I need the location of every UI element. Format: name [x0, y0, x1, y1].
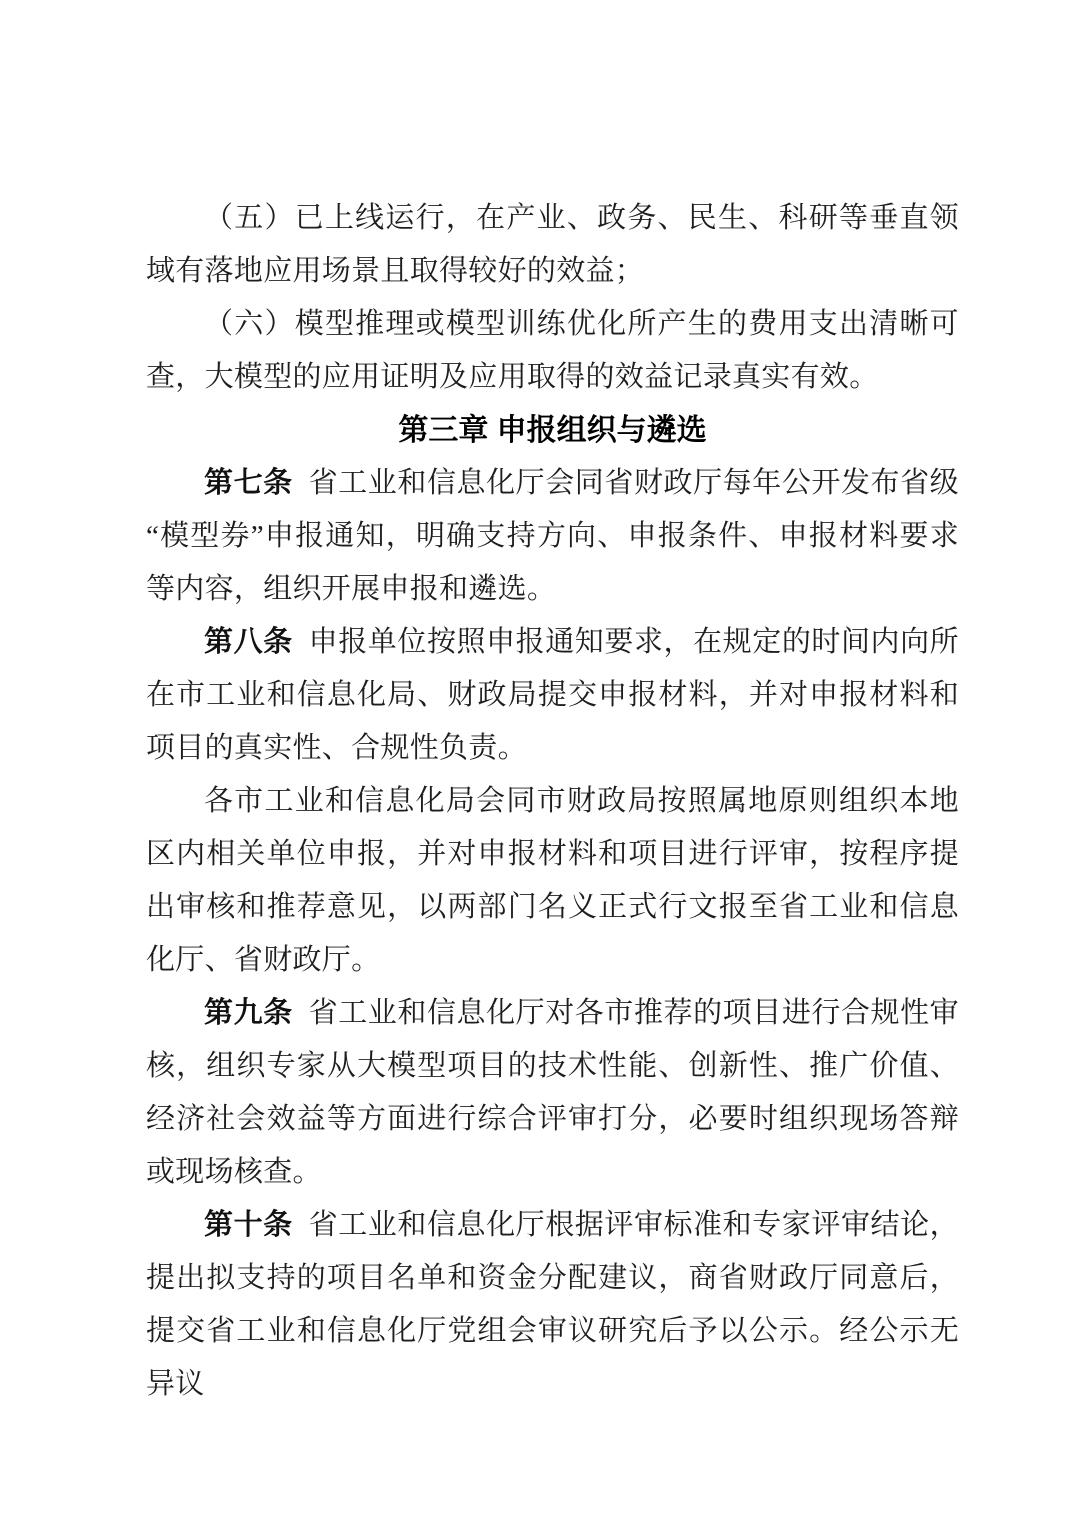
paragraph	[146, 192, 959, 298]
paragraph-text: （五）已上线运行，在产业、政务、民生、科研等垂直领域有落地应用场景且取得较好的效益；	[146, 202, 959, 287]
paragraph-text: 省工业和信息化厅会同省财政厅每年公开发布省级“模型券”申报通知，明确支持方向、申报条件、申报材料要求等内容，组织开展申报和遴选。	[146, 467, 959, 605]
paragraph-text: （六）模型推理或模型训练优化所产生的费用支出清晰可查，大模型的应用证明及应用取得的效益记录真实有效。	[146, 308, 959, 393]
paragraph-text: 申报单位按照申报通知要求，在规定的时间内向所在市工业和信息化局、财政局提交申报材料，并对申报材料和项目的真实性、合规性负责。	[146, 626, 959, 764]
paragraph-text: 各市工业和信息化局会同市财政局按照属地原则组织本地区内相关单位申报，并对申报材料和项目进行评审，按程序提出审核和推荐意见，以两部门名义正式行文报至省工业和信息化厅、省财政厅。	[146, 785, 959, 976]
paragraph	[146, 298, 959, 404]
paragraph	[146, 616, 959, 775]
paragraph-text: 省工业和信息化厅对各市推荐的项目进行合规性审核，组织专家从大模型项目的技术性能、创新性、推广价值、经济社会效益等方面进行综合评审打分，必要时组织现场答辩或现场核查。	[146, 997, 959, 1188]
paragraph	[146, 775, 959, 987]
paragraph-text: 省工业和信息化厅根据评审标准和专家评审结论，提出拟支持的项目名单和资金分配建议，商省财政厅同意后，提交省工业和信息化厅党组会审议研究后予以公示。经公示无异议	[146, 1209, 959, 1400]
clause-number: 第十条	[204, 1209, 293, 1241]
clause-number: 第九条	[204, 997, 293, 1029]
paragraph	[146, 987, 959, 1199]
paragraph	[146, 457, 959, 616]
clause-number: 第七条	[204, 467, 293, 499]
chapter-heading: 第三章 申报组织与遴选	[398, 414, 707, 447]
clause-number: 第八条	[204, 626, 293, 658]
paragraph	[146, 1199, 959, 1411]
